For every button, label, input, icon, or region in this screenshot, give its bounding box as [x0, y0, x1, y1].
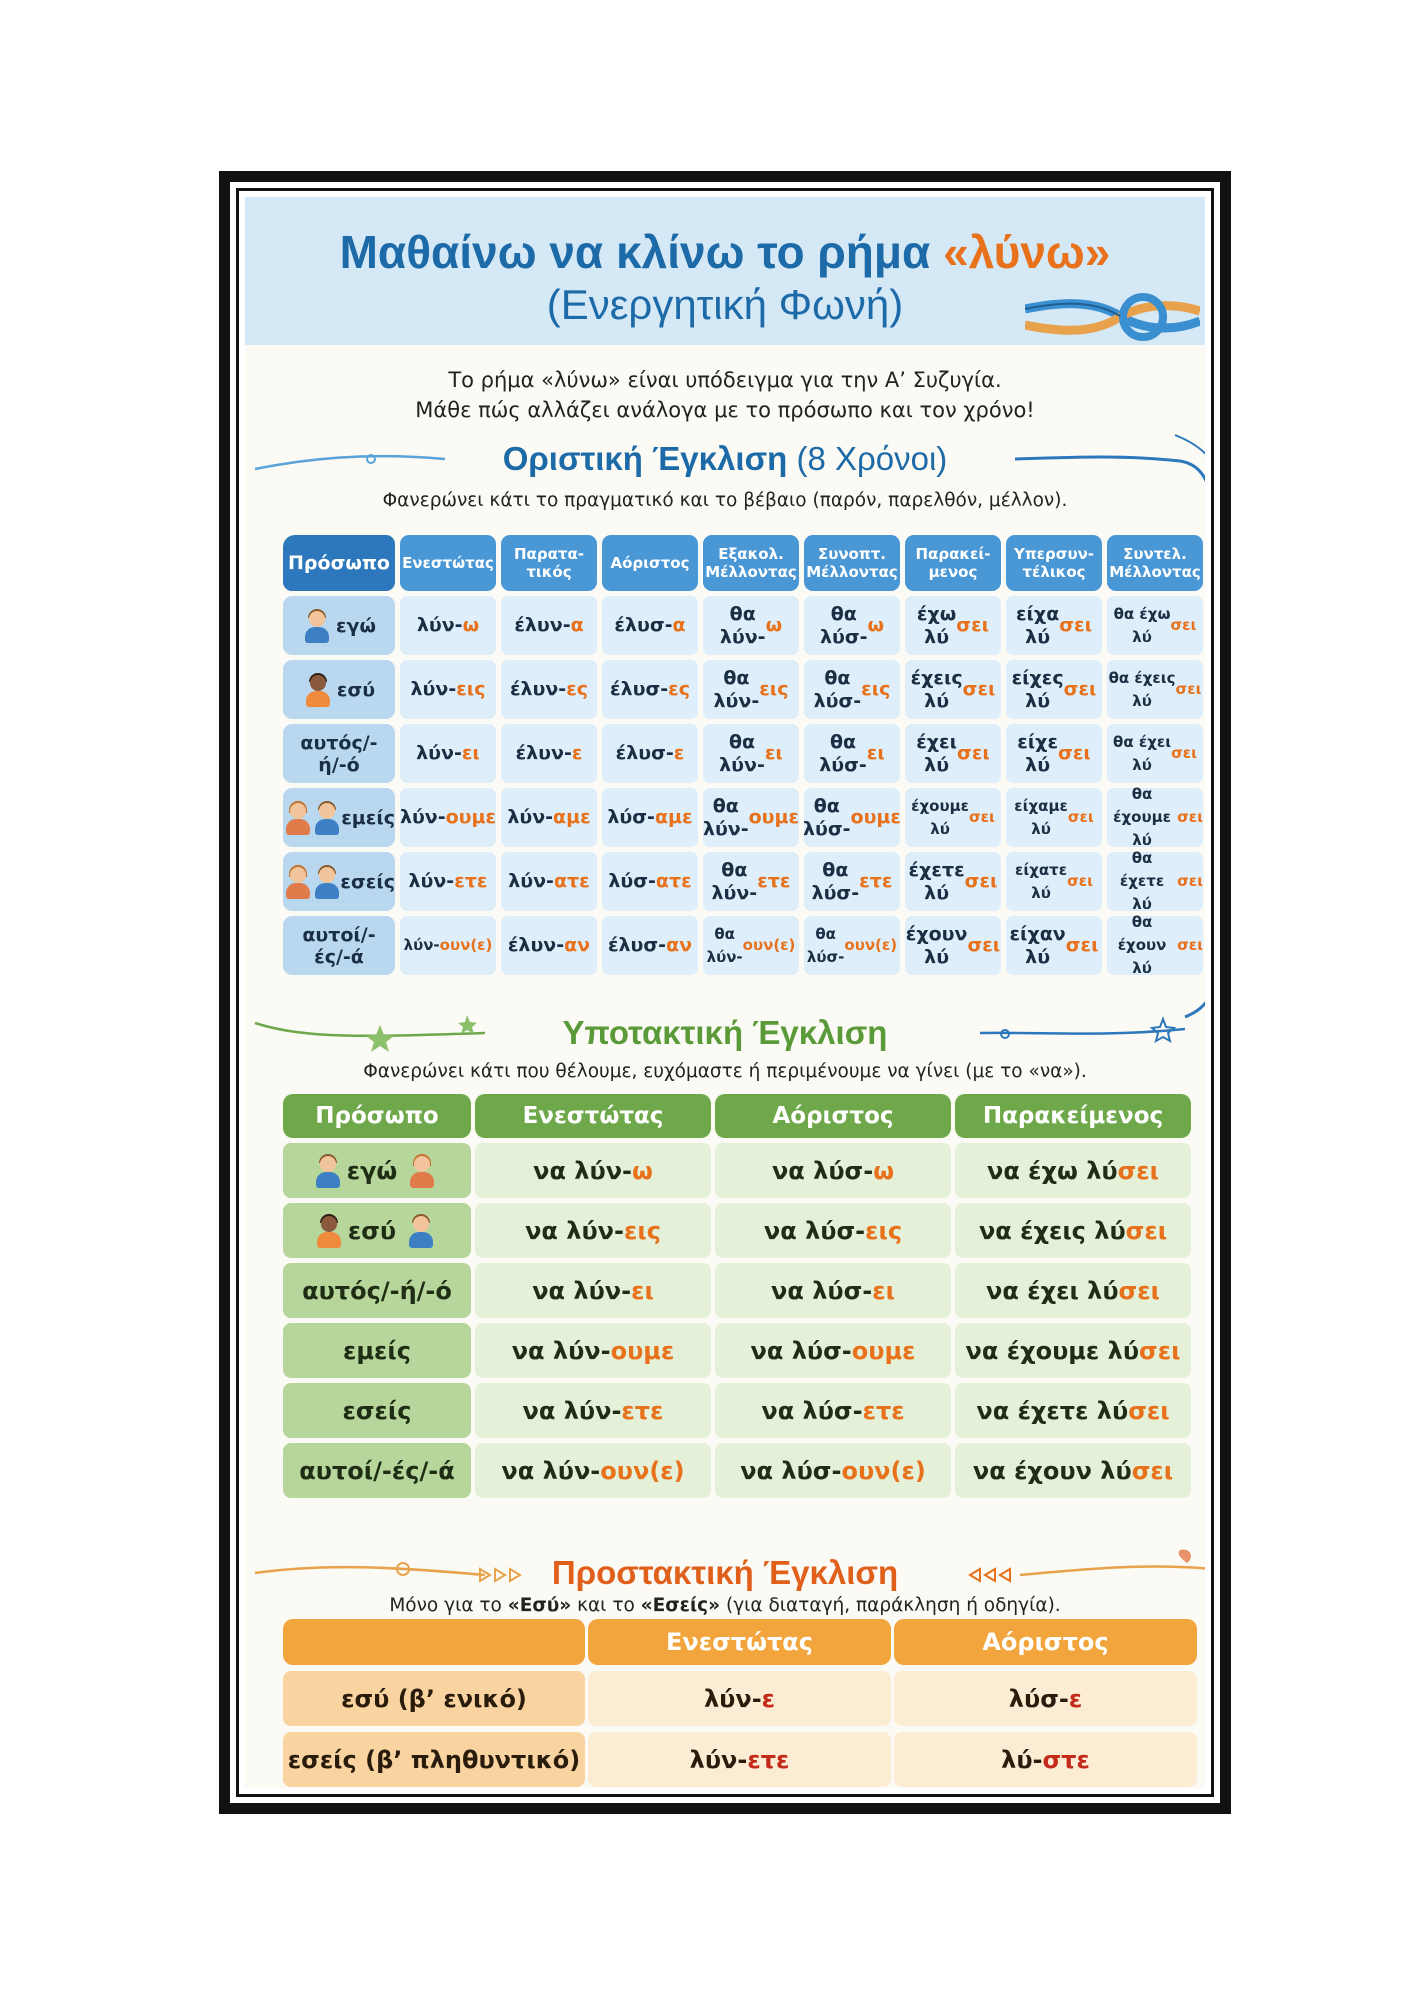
decorative-lines	[245, 197, 1205, 1788]
page-title: Μαθαίνω να κλίνω το ρήμα «λύνω»	[339, 226, 1111, 278]
indicative-form-cell: θα έχεις λύ σει	[1107, 660, 1203, 719]
indicative-form-cell: θα έχουν λύ σει	[1107, 916, 1203, 975]
subjunctive-form-cell: να λύσ- ω	[715, 1143, 951, 1198]
indicative-form-cell: λύν- εις	[400, 660, 496, 719]
indicative-form-cell: θα λύν- εις	[703, 660, 799, 719]
indicative-form-cell: έλυσ- ε	[602, 724, 698, 783]
subjunctive-person-cell: εμείς	[283, 1323, 471, 1378]
subjunctive-form-cell: να λύν- ει	[475, 1263, 711, 1318]
subjunctive-header-cell: Πρόσωπο	[283, 1094, 471, 1138]
subjunctive-form-cell: να έχεις λύ σει	[955, 1203, 1191, 1258]
indicative-form-cell: έλυν- αν	[501, 916, 597, 975]
indicative-form-cell: θα έχω λύ σει	[1107, 596, 1203, 655]
indicative-form-cell: έχει λύ σει	[905, 724, 1001, 783]
indicative-header-cell: Συντελ. Μέλλοντας	[1107, 535, 1203, 591]
subjunctive-table	[283, 1094, 1195, 1498]
indicative-form-cell: έχεις λύ σει	[905, 660, 1001, 719]
indicative-form-cell: έχουμε λύ σει	[905, 788, 1001, 847]
indicative-form-cell: είχε λύ σει	[1006, 724, 1102, 783]
indicative-header-cell: Πρόσωπο	[283, 535, 395, 591]
person-avatar-icon	[302, 609, 332, 643]
subjunctive-header-cell: Ενεστώτας	[475, 1094, 711, 1138]
indicative-form-cell: λύσ- ατε	[602, 852, 698, 911]
person-avatar-icon	[283, 865, 308, 899]
indicative-form-cell: λύν- αμε	[501, 788, 597, 847]
person-avatar-icon	[314, 1214, 344, 1248]
person-avatar-icon	[312, 801, 337, 835]
indicative-form-cell: έχετε λύ σει	[905, 852, 1001, 911]
indicative-form-cell: θα λύσ- ω	[804, 596, 900, 655]
subjunctive-form-cell: να λύσ- εις	[715, 1203, 951, 1258]
person-avatar-icon	[312, 865, 337, 899]
subjunctive-header-cell: Παρακείμενος	[955, 1094, 1191, 1138]
indicative-form-cell: έχω λύ σει	[905, 596, 1001, 655]
imperative-header-cell: Αόριστος	[894, 1619, 1197, 1665]
subjunctive-title: Υποτακτική Έγκλιση	[562, 1014, 888, 1051]
indicative-form-cell: είχαν λύ σει	[1006, 916, 1102, 975]
imperative-person-cell: εσείς (β’ πληθυντικό)	[283, 1732, 585, 1787]
indicative-header-cell: Υπερσυν- τέλικος	[1006, 535, 1102, 591]
subjunctive-form-cell: να λύν- ετε	[475, 1383, 711, 1438]
imperative-form-cell: λύν- ετε	[588, 1732, 891, 1787]
indicative-form-cell: έλυν- α	[501, 596, 597, 655]
poster	[245, 197, 1205, 1788]
poster-frame	[219, 171, 1231, 1814]
indicative-person-cell: εσείς	[283, 852, 395, 911]
person-avatar-icon	[406, 1214, 436, 1248]
indicative-person-cell: αυτός/- ή/-ό	[283, 724, 395, 783]
indicative-form-cell: έλυν- ε	[501, 724, 597, 783]
indicative-form-cell: έχουν λύ σει	[905, 916, 1001, 975]
indicative-form-cell: θα έχουμε λύ σει	[1107, 788, 1203, 847]
subjunctive-person-cell: εσείς	[283, 1383, 471, 1438]
imperative-form-cell: λύ- στε	[894, 1732, 1197, 1787]
indicative-form-cell: θα λύσ- ουν(ε)	[804, 916, 900, 975]
imperative-title: Προστακτική Έγκλιση	[551, 1554, 899, 1591]
person-avatar-icon	[283, 801, 308, 835]
indicative-form-cell: λύν- ετε	[400, 852, 496, 911]
subjunctive-form-cell: να λύν- ουν(ε)	[475, 1443, 711, 1498]
indicative-form-cell: θα λύν- ουμε	[703, 788, 799, 847]
indicative-form-cell: θα λύσ- ετε	[804, 852, 900, 911]
person-avatar-icon	[303, 673, 333, 707]
imperative-person-cell: εσύ (β’ ενικό)	[283, 1671, 585, 1726]
indicative-form-cell: λύν- ουν(ε)	[400, 916, 496, 975]
indicative-header-cell: Αόριστος	[602, 535, 698, 591]
subjunctive-form-cell: να λύσ- ουμε	[715, 1323, 951, 1378]
subjunctive-form-cell: να έχουν λύ σει	[955, 1443, 1191, 1498]
subjunctive-form-cell: να έχουμε λύ σει	[955, 1323, 1191, 1378]
subjunctive-form-cell: να λύσ- ετε	[715, 1383, 951, 1438]
indicative-form-cell: θα έχετε λύ σει	[1107, 852, 1203, 911]
intro-text: Το ρήμα «λύνω» είναι υπόδειγμα για την Α’ Συζυγία. Μάθε πώς αλλάζει ανάλογα με το πρόσωπο και τον χρόνο!	[415, 368, 1035, 422]
indicative-form-cell: λύσ- αμε	[602, 788, 698, 847]
indicative-title: Οριστική Έγκλιση (8 Χρόνοι)	[502, 440, 948, 477]
indicative-form-cell: λύν- ω	[400, 596, 496, 655]
indicative-form-cell: λύν- ει	[400, 724, 496, 783]
indicative-person-cell: εγώ	[283, 596, 395, 655]
subjunctive-form-cell: να λύν- ουμε	[475, 1323, 711, 1378]
person-avatar-icon	[313, 1154, 343, 1188]
indicative-form-cell: θα λύσ- εις	[804, 660, 900, 719]
subjunctive-form-cell: να λύσ- ει	[715, 1263, 951, 1318]
subjunctive-form-cell: να λύν- ω	[475, 1143, 711, 1198]
indicative-header-cell: Εξακολ. Μέλλοντας	[703, 535, 799, 591]
indicative-header-cell: Ενεστώτας	[400, 535, 496, 591]
indicative-person-cell: εμείς	[283, 788, 395, 847]
indicative-header-cell: Παρατα- τικός	[501, 535, 597, 591]
indicative-form-cell: θα λύν- ω	[703, 596, 799, 655]
page-subtitle: (Ενεργητική Φωνή)	[546, 281, 904, 328]
indicative-form-cell: λύν- ατε	[501, 852, 597, 911]
subjunctive-header-cell: Αόριστος	[715, 1094, 951, 1138]
indicative-form-cell: είχες λύ σει	[1006, 660, 1102, 719]
indicative-header-cell: Παρακεί- μενος	[905, 535, 1001, 591]
imperative-form-cell: λύσ- ε	[894, 1671, 1197, 1726]
indicative-form-cell: είχαμε λύ σει	[1006, 788, 1102, 847]
indicative-form-cell: θα λύσ- ουμε	[804, 788, 900, 847]
imperative-form-cell: λύν- ε	[588, 1671, 891, 1726]
indicative-form-cell: θα λύν- ετε	[703, 852, 799, 911]
imperative-table	[283, 1619, 1195, 1787]
indicative-form-cell: λύν- ουμε	[400, 788, 496, 847]
imperative-subtitle: Μόνο για το «Εσύ» και το «Εσείς» (για διαταγή, παράκληση ή οδηγία).	[389, 1595, 1061, 1616]
indicative-subtitle: Φανερώνει κάτι το πραγματικό και το βέβαιο (παρόν, παρελθόν, μέλλον).	[382, 490, 1068, 511]
person-avatar-icon	[407, 1154, 437, 1188]
indicative-form-cell: θα λύν- ει	[703, 724, 799, 783]
indicative-table	[283, 535, 1203, 977]
subjunctive-form-cell: να έχετε λύ σει	[955, 1383, 1191, 1438]
subjunctive-form-cell: να λύσ- ουν(ε)	[715, 1443, 951, 1498]
subjunctive-person-cell: εγώ	[283, 1143, 471, 1198]
subjunctive-subtitle: Φανερώνει κάτι που θέλουμε, ευχόμαστε ή περιμένουμε να γίνει (με το «να»).	[363, 1061, 1087, 1082]
subjunctive-form-cell: να έχει λύ σει	[955, 1263, 1191, 1318]
indicative-form-cell: έλυσ- α	[602, 596, 698, 655]
subjunctive-person-cell: αυτός/-ή/-ό	[283, 1263, 471, 1318]
indicative-person-cell: εσύ	[283, 660, 395, 719]
indicative-form-cell: θα έχει λύ σει	[1107, 724, 1203, 783]
imperative-header-cell: Ενεστώτας	[588, 1619, 891, 1665]
indicative-form-cell: είχατε λύ σει	[1006, 852, 1102, 911]
subjunctive-form-cell: να έχω λύ σει	[955, 1143, 1191, 1198]
indicative-person-cell: αυτοί/- ές/-ά	[283, 916, 395, 975]
indicative-form-cell: είχα λύ σει	[1006, 596, 1102, 655]
indicative-form-cell: θα λύν- ουν(ε)	[703, 916, 799, 975]
indicative-form-cell: έλυσ- αν	[602, 916, 698, 975]
imperative-header-cell	[283, 1619, 585, 1665]
subjunctive-person-cell: αυτοί/-ές/-ά	[283, 1443, 471, 1498]
subjunctive-form-cell: να λύν- εις	[475, 1203, 711, 1258]
indicative-form-cell: έλυν- ες	[501, 660, 597, 719]
subjunctive-person-cell: εσύ	[283, 1203, 471, 1258]
indicative-form-cell: θα λύσ- ει	[804, 724, 900, 783]
indicative-header-cell: Συνοπτ. Μέλλοντας	[804, 535, 900, 591]
indicative-form-cell: έλυσ- ες	[602, 660, 698, 719]
